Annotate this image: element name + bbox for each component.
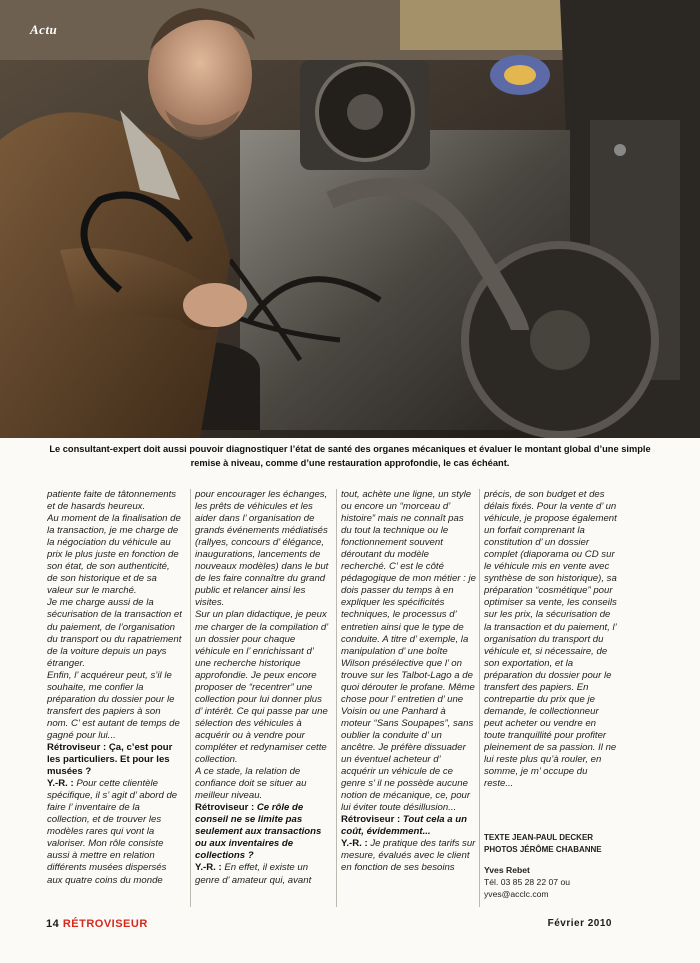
answer-label: Y.-R. : bbox=[47, 778, 77, 790]
answer-label: Y.-R. : bbox=[195, 862, 225, 874]
article-column-2 bbox=[195, 489, 330, 907]
paragraph: pour encourager les échanges, les prêts de véhicules et les aider dans l’ organisation de grands événements médiatisés (rallyes, concours d’ élégance, inaugurations, lancements de nouveaux modèles) dans le but de les faire connaître du grand public et relancer ainsi les visites. bbox=[195, 489, 329, 609]
contact-email: yves@acclc.com bbox=[484, 889, 549, 899]
question-text: Ce rôle de conseil ne se limite pas seulement aux transactions ou aux inventaires de collections ? bbox=[195, 802, 322, 862]
interview-answer bbox=[195, 862, 330, 886]
paragraph: précis, de son budget et des délais fixés. Pour la vente d’ un véhicule, je propose également un forfait comprenant la constitution d’ un dossier complet (diaporama ou CD sur le véhicule mis en vente avec synthèse de son historique), sa préparation “cosmétique” pour optimiser sa vente, les conseils sur les prix, la sécurisation de la transaction et du paiement, l’ organisation du transport du véhicule et, si nécessaire, de son exportation, et la préparation du dossier pour le transfert des papiers. En contrepartie du prix que je demande, le collectionneur peut acheter ou vendre en toute tranquillité pour profiter pleinement de sa passion. Il ne lui reste plus qu’à rouler, en somme, je m’ occupe du reste... bbox=[484, 489, 617, 790]
page-number: 14 bbox=[46, 918, 60, 930]
interview-answer bbox=[47, 778, 182, 886]
interview-question bbox=[341, 814, 476, 838]
photo-credit: PHOTOS JÉRÔME CHABANNE bbox=[484, 845, 602, 854]
paragraph: Je me charge aussi de la sécurisation de la transaction et du paiement, de l’organisation du transport ou du rapatriement de la voiture depuis un pays étranger. bbox=[47, 597, 182, 669]
question-text: Ça, c’est pour les particuliers. Et pour les musées ? bbox=[47, 741, 173, 778]
question-label: Rétroviseur : bbox=[341, 814, 403, 826]
article-column-4 bbox=[484, 489, 619, 825]
engine-photo-illustration bbox=[0, 0, 700, 438]
article-credits bbox=[484, 832, 634, 900]
interview-answer bbox=[341, 838, 476, 874]
engine-photo bbox=[0, 0, 700, 438]
contact-name: Yves Rebet bbox=[484, 865, 530, 875]
answer-text: En effet, il existe un genre d’ amateur qui, avant bbox=[195, 862, 312, 886]
paragraph: Enfin, l’ acquéreur peut, s’il le souhaite, me confier la préparation du dossier pour le transfert des papiers à son nom. C’ est autant de temps de gagné pour lui... bbox=[47, 669, 180, 741]
column-divider bbox=[479, 489, 480, 907]
page-footer bbox=[46, 918, 148, 930]
issue-date: Février 2010 bbox=[547, 918, 612, 929]
photo-caption: Le consultant-expert doit aussi pouvoir diagnostiquer l’état de santé des organes mécaniques et évaluer le montant global d’une simple remise à niveau, comme d’une restauration approfondie, le cas échéant. bbox=[49, 444, 651, 468]
article-column-1 bbox=[47, 489, 182, 907]
interview-question bbox=[195, 802, 330, 862]
article-column-3 bbox=[341, 489, 476, 907]
paragraph: Au moment de la finalisation de la transaction, je me charge de la négociation du véhicule au prix le plus juste en fonction de son état, de son authenticité, de son historique et de sa valeur sur le marché. bbox=[47, 513, 181, 597]
question-label: Rétroviseur : bbox=[195, 802, 257, 814]
column-divider bbox=[190, 489, 191, 907]
paragraph: A ce stade, la relation de confiance doit se situer au meilleur niveau. bbox=[195, 766, 307, 802]
contact-phone: Tél. 03 85 28 22 07 ou bbox=[484, 877, 571, 887]
section-tag: Actu bbox=[30, 22, 58, 37]
question-label: Rétroviseur : bbox=[47, 741, 109, 753]
interview-question bbox=[47, 742, 182, 778]
answer-label: Y.-R. : bbox=[341, 838, 371, 850]
paragraph: Sur un plan didactique, je peux me charger de la compilation d’ un dossier pour chaque véhicule en l’ enrichissant d’ une recherche historique approfondie. Je peux encore proposer de “recentrer” une collection pour lui donner plus d’ intérêt. Ce qui passe par une sélection des véhicules à acquérir ou à vendre pour compléter et redynamiser cette collection. bbox=[195, 609, 328, 766]
text-credit: TEXTE JEAN-PAUL DECKER bbox=[484, 833, 594, 842]
paragraph: patiente faite de tâtonnements et de hasards heureux. bbox=[47, 489, 177, 513]
magazine-name: RÉTROVISEUR bbox=[62, 918, 148, 930]
answer-text: Pour cette clientèle spécifique, il s’ agit d’ abord de faire l’ inventaire de la collection, et de trouver les modèles rares qui vont la valoriser. Mon rôle consiste aussi à mettre en relation différents musées dispersés aux quatre coins du monde bbox=[47, 778, 178, 886]
question-text: Tout cela a un coût, évidemment... bbox=[341, 814, 468, 838]
paragraph: tout, achète une ligne, un style ou encore un “morceau d’ histoire” mais ne connaît pas du tout la technique ou le fonctionnement souvent déroutant du modèle recherché. C’ est le côté pédagogique de mon métier : je dois passer du temps à en expliquer les spécificités techniques, le processus d’ entretien ainsi que le type de conduite. A titre d’ exemple, la manipulation d’ une boîte Wilson présélective que l’ on trouve sur les Talbot-Lago a de quoi dérouter le profane. Même chose pour l’ entretien d’ une Voisin ou une Panhard à moteur “Sans Soupapes”, sans oublier la conduite d’ un ancêtre. Je préfère dissuader un éventuel acheteur d’ acquérir un véhicule de ce genre s’ il ne possède aucune notion de mécanique, ce, pour lui éviter toute désillusion... bbox=[341, 489, 476, 814]
answer-text: Je pratique des tarifs sur mesure, évalués avec le client en fonction de ses besoins bbox=[341, 838, 476, 874]
column-divider bbox=[336, 489, 337, 907]
